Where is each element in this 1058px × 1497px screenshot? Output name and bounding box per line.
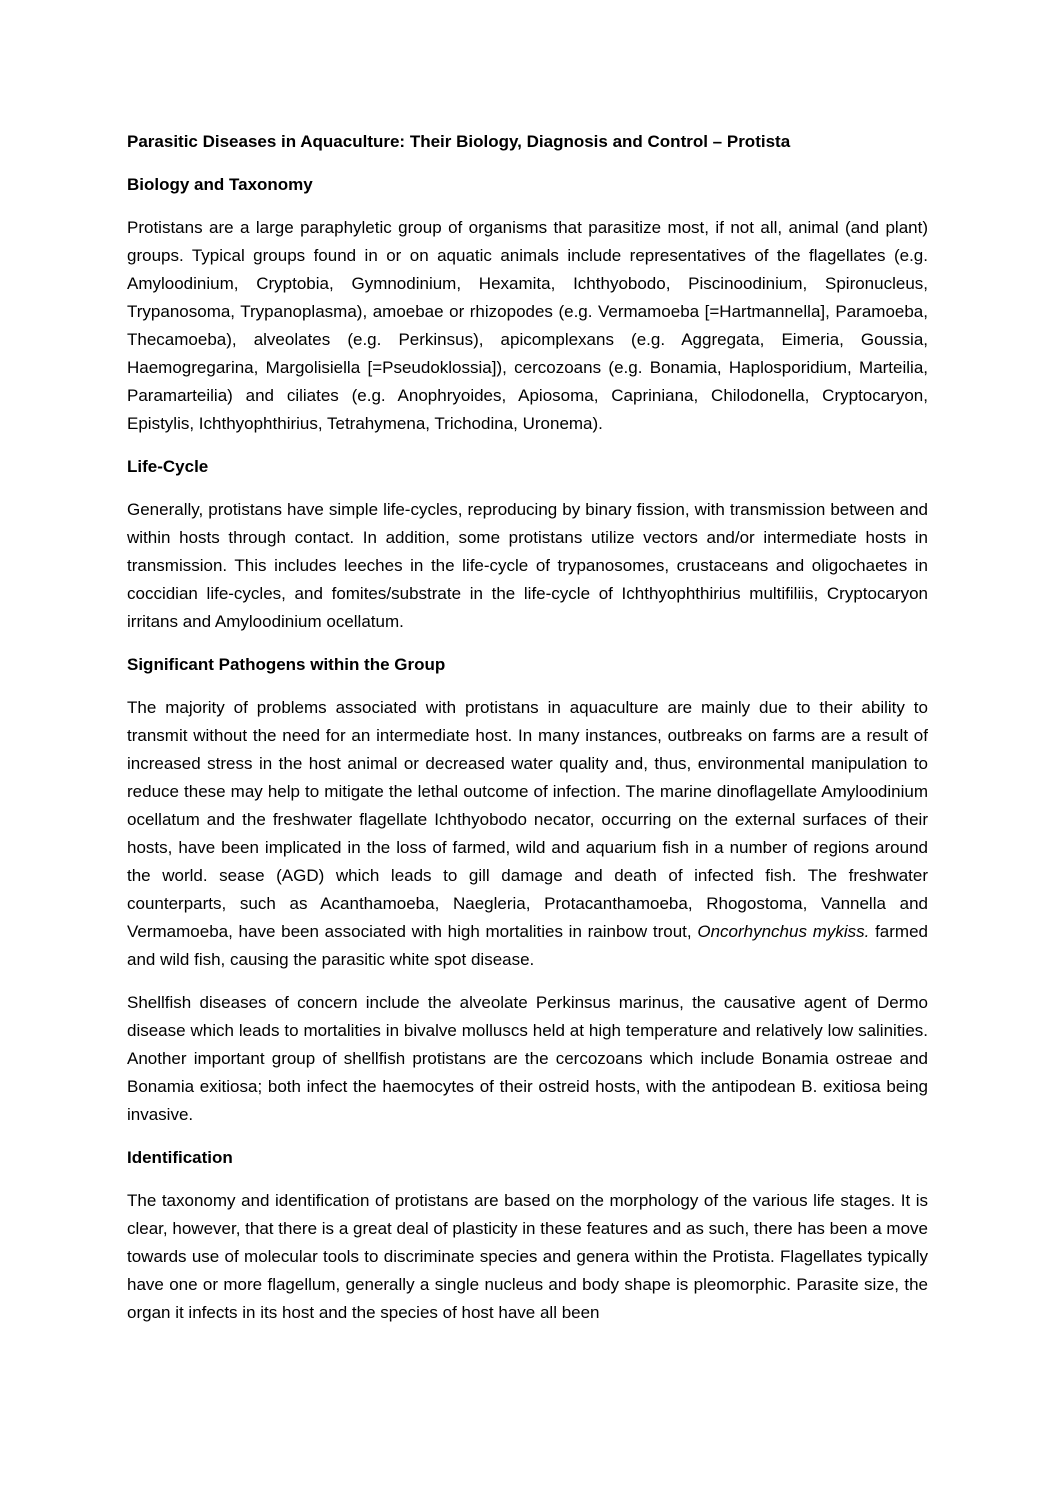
paragraph-life-cycle: Generally, protistans have simple life-cycles, reproducing by binary fission, with transmission between and within hosts through contact. In addition, some protistans utilize vectors and/or intermediate hosts in transmission. This includes leeches in the life-cycle of trypanosomes, crustaceans and oligochaetes in coccidian life-cycles, and fomites/substrate in the life-cycle of Ichthyophthirius multifiliis, Cryptocaryon irritans and Amyloodinium ocellatum. xyxy=(127,500,928,631)
paragraph-text-run: The majority of problems associated with protistans in aquaculture are mainly due to their ability to transmit without the need for an intermediate host. In many instances, outbreaks on farms are a result of increased stress in the host animal or decreased water quality and, thus, environmental manipulation to reduce these may help to mitigate the lethal outcome of infection. The marine dinoflagellate Amyloodinium ocellatum and the freshwater flagellate Ichthyobodo necator, occurring on the external surfaces of their hosts, have been implicated in the loss of farmed, wild and aquarium fish in a number of regions around the world. sease (AGD) which leads to gill damage and death of infected fish. The freshwater counterparts, such as Acanthamoeba, Naegleria, Protacanthamoeba, Rhogostoma, Vannella and Vermamoeba, have been associated with high mortalities in rainbow trout, xyxy=(127,698,928,941)
document-title: Parasitic Diseases in Aquaculture: Their Biology, Diagnosis and Control – Protista xyxy=(127,132,791,151)
heading-significant-pathogens: Significant Pathogens within the Group xyxy=(127,655,446,674)
heading-biology-and-taxonomy: Biology and Taxonomy xyxy=(127,175,313,194)
document-content xyxy=(127,128,928,1327)
species-name-italic: Oncorhynchus mykiss. xyxy=(697,922,870,941)
paragraph-significant-pathogens-1 xyxy=(127,694,928,974)
paragraph-identification: The taxonomy and identification of protistans are based on the morphology of the various life stages. It is clear, however, that there is a great deal of plasticity in these features and as such, there has been a move towards use of molecular tools to discriminate species and genera within the Protista. Flagellates typically have one or more flagellum, generally a single nucleus and body shape is pleomorphic. Parasite size, the organ it infects in its host and the species of host have all been xyxy=(127,1191,928,1322)
paragraph-biology-and-taxonomy: Protistans are a large paraphyletic group of organisms that parasitize most, if not all, animal (and plant) groups. Typical groups found in or on aquatic animals include representatives of the flagellates (e.g. Amyloodinium, Cryptobia, Gymnodinium, Hexamita, Ichthyobodo, Piscinoodinium, Spironucleus, Trypanosoma, Trypanoplasma), amoebae or rhizopodes (e.g. Vermamoeba [=Hartmannella], Paramoeba, Thecamoeba), alveolates (e.g. Perkinsus), apicomplexans (e.g. Aggregata, Eimeria, Goussia, Haemogregarina, Margolisiella [=Pseudoklossia]), cercozoans (e.g. Bonamia, Haplosporidium, Marteilia, Paramarteilia) and ciliates (e.g. Anophryoides, Apiosoma, Capriniana, Chilodonella, Cryptocaryon, Epistylis, Ichthyophthirius, Tetrahymena, Trichodina, Uronema). xyxy=(127,218,928,433)
paragraph-significant-pathogens-2: Shellfish diseases of concern include the alveolate Perkinsus marinus, the causative agent of Dermo disease which leads to mortalities in bivalve molluscs held at high temperature and relatively low salinities. Another important group of shellfish protistans are the cercozoans which include Bonamia ostreae and Bonamia exitiosa; both infect the haemocytes of their ostreid hosts, with the antipodean B. exitiosa being invasive. xyxy=(127,993,928,1124)
paragraph-text-run: farmed and wild fish, causing the parasitic white spot disease. xyxy=(127,922,928,969)
heading-life-cycle: Life-Cycle xyxy=(127,457,209,476)
heading-identification: Identification xyxy=(127,1148,233,1167)
